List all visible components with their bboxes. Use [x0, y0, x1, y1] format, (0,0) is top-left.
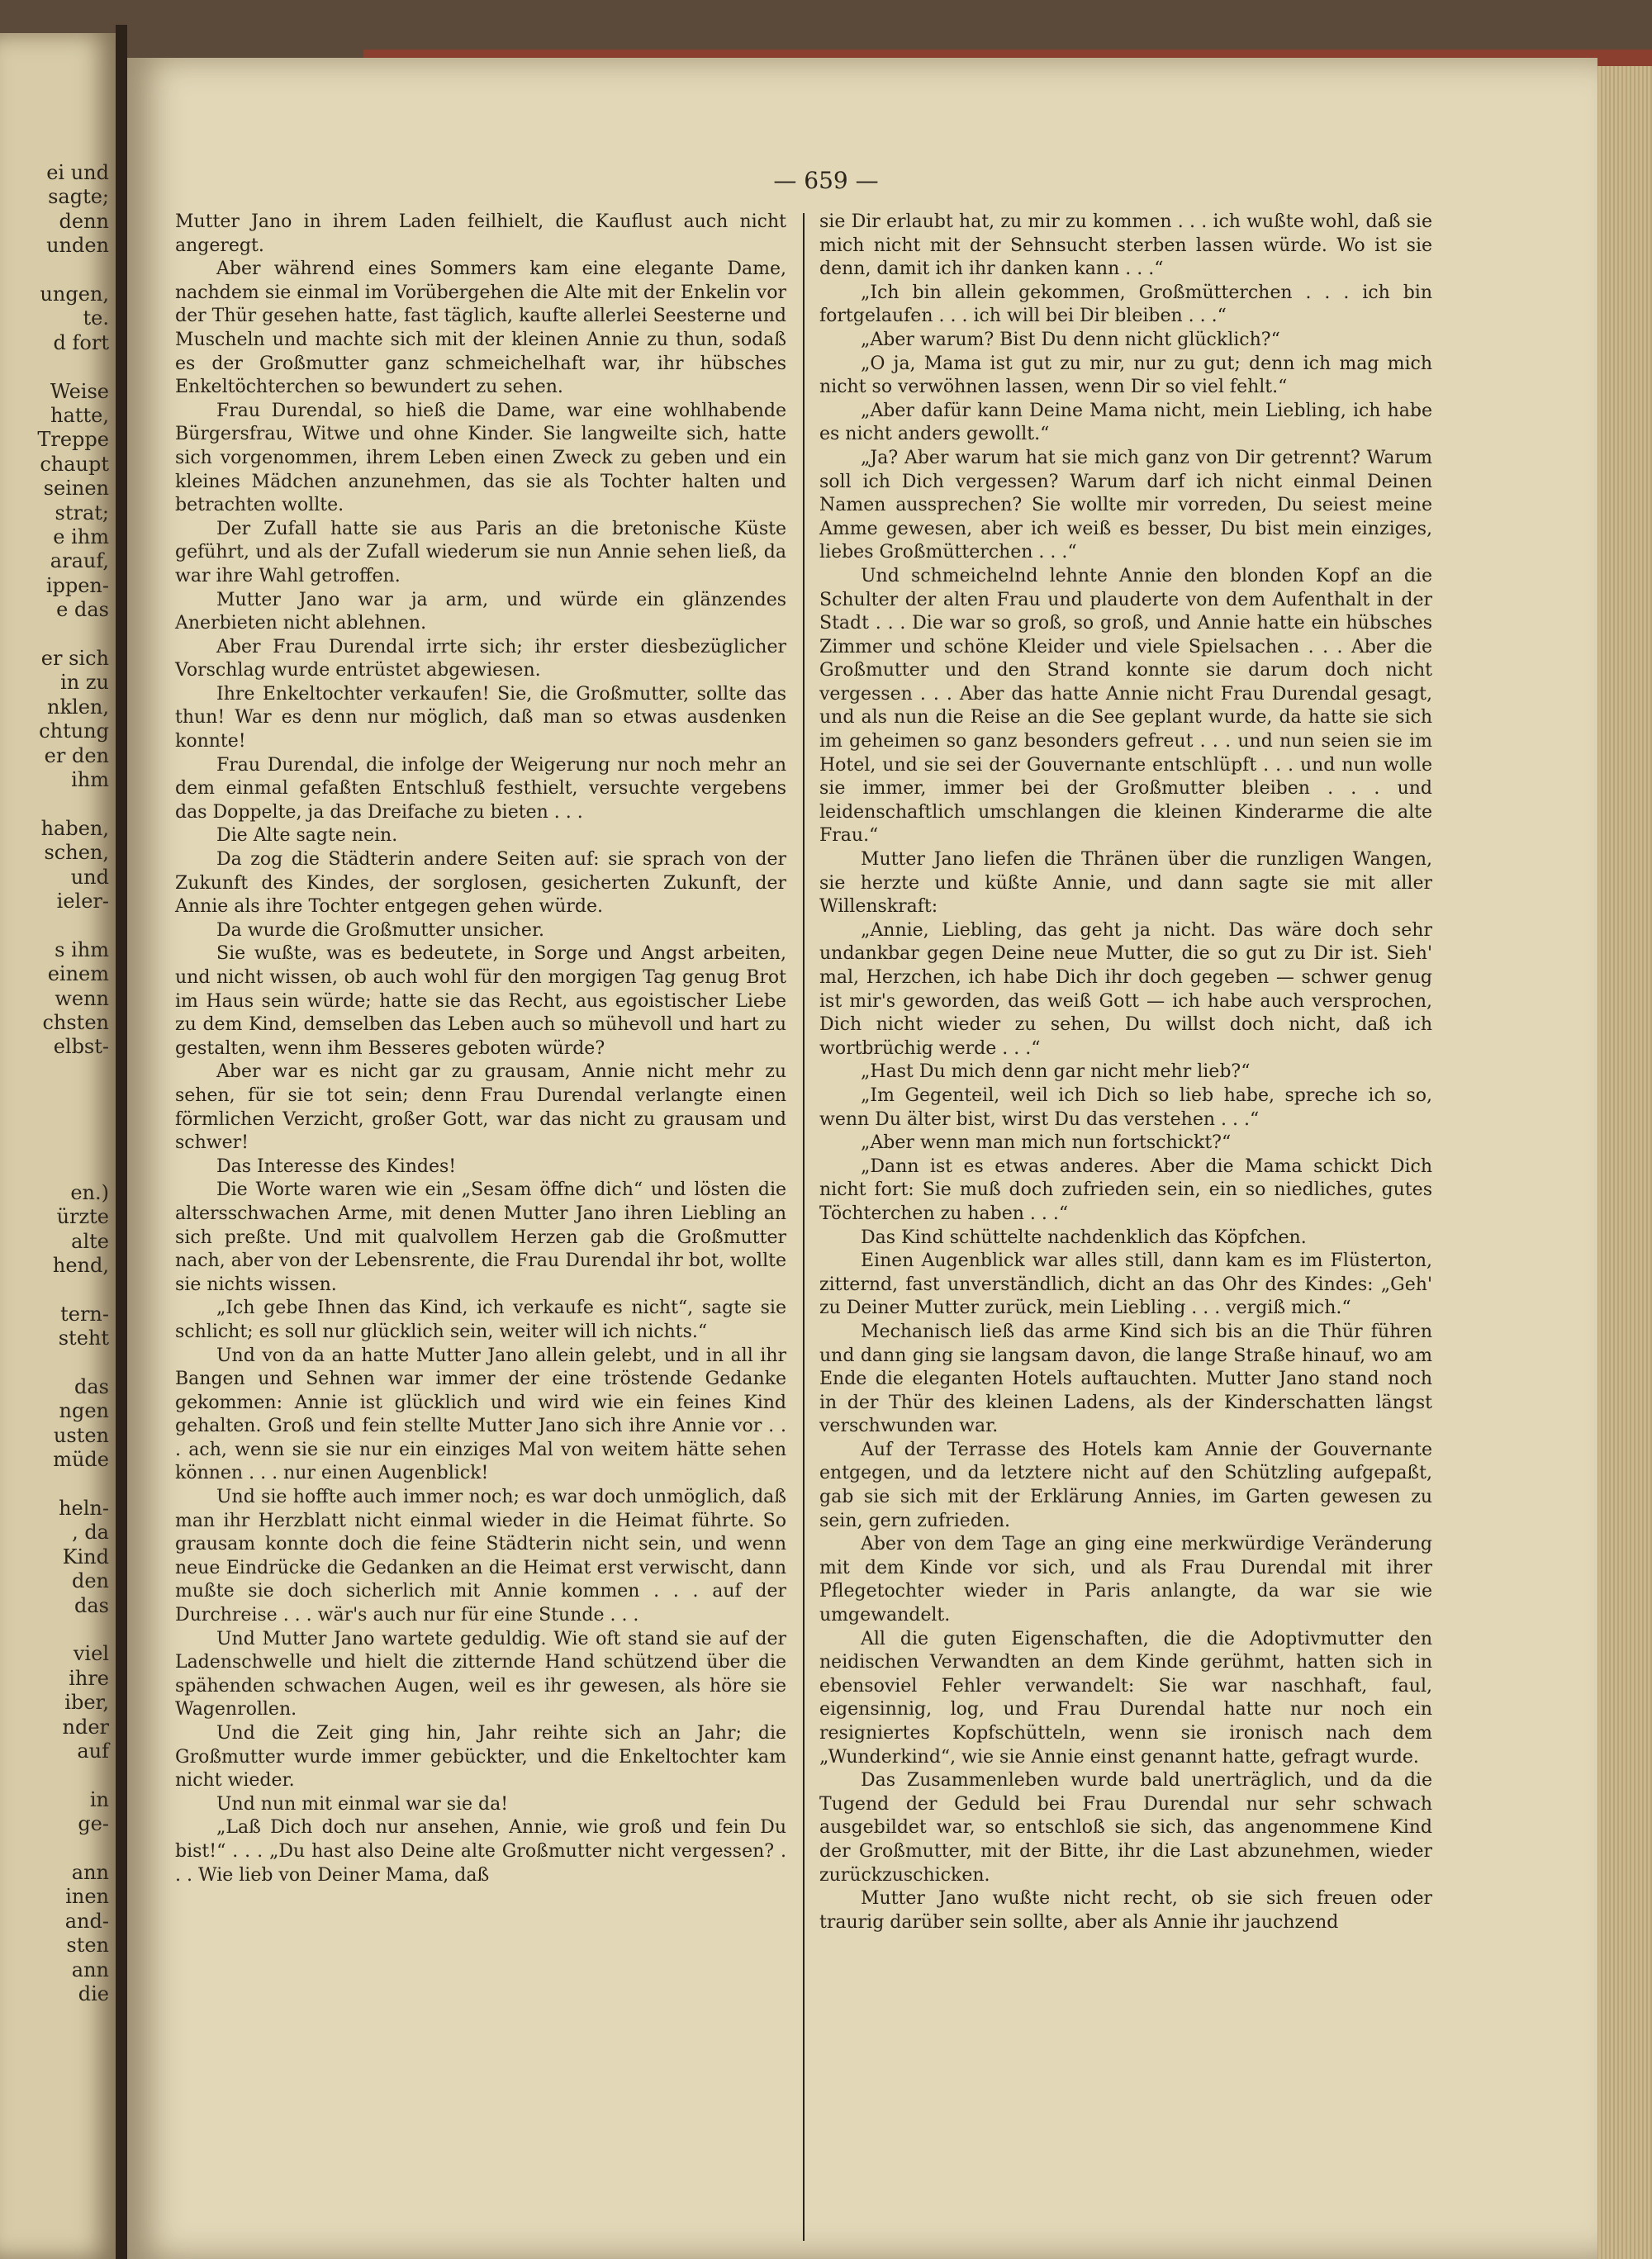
paragraph: „O ja, Mama ist gut zu mir, nur zu gut; denn ich mag mich nicht so verwöhnen lassen, wenn Dir so viel fehlt.“ — [819, 353, 1432, 398]
paragraph: Einen Augenblick war alles still, dann kam es im Flüsterton, zitternd, fast unverständlich, dicht an das Ohr des Kindes: „Geh' zu Deiner Mutter zurück, mein Liebling . . . vergiß mich.“ — [819, 1251, 1432, 1319]
left-page-fragment: seinen — [43, 477, 109, 501]
paragraph: „Annie, Liebling, das geht ja nicht. Das wäre doch sehr undankbar gegen Deine neue Mutter, die so gut zu Dir ist. Sieh' mal, Herzchen, ich habe Dich ihr doch gegeben — schwer genug ist mir's geworden, das weiß Gott — ich habe auch versprochen, Dich nicht wieder zu sehen, Du willst doch nicht, daß ich wortbrüchig werde . . .“ — [819, 919, 1432, 1059]
paragraph: Aber während eines Sommers kam eine elegante Dame, nachdem sie einmal im Vorübergehen die Alte mit der Enkelin vor der Thür gesehen hatte, fast täglich, kaufte allerlei Seesterne und Muscheln und machte sich mit der kleinen Annie zu thun, sodaß es der Großmutter ganz schmeichelhaft war, ihr hübsches Enkeltöchterchen so bewundert zu sehen. — [175, 259, 786, 398]
left-page-fragment: and- — [64, 1909, 109, 1933]
left-page-fragment: chsten — [42, 1011, 109, 1034]
left-page-fragment: ippen- — [45, 573, 109, 597]
left-page-fragment: ungen, — [40, 282, 109, 306]
paragraph: „Aber dafür kann Deine Mama nicht, mein Liebling, ich habe es nicht anders gewollt.“ — [819, 400, 1432, 445]
paragraph: Aber war es nicht gar zu grausam, Annie nicht mehr zu sehen, für sie tot sein; denn Frau Durendal verlangte einen förmlichen Verzicht, großer Gott, war das nicht zu grausam und schwer! — [175, 1061, 786, 1154]
left-page-fragment: ngen — [59, 1399, 109, 1423]
paragraph: „Ja? Aber warum hat sie mich ganz von Dir getrennt? Warum soll ich Dich vergessen? Warum darf ich nicht einmal Deinen Namen aussprechen? Sie wollte mir vorreden, Du seiest meine Amme gewesen, aber ich weiß es besser, Du bist mein einziges, liebes Großmütterchen . . .“ — [819, 447, 1432, 563]
paragraph: „Laß Dich doch nur ansehen, Annie, wie groß und fein Du bist!“ . . . „Du hast also Deine alte Großmutter nicht vergessen? . . . Wie lieb von Deiner Mama, daß — [175, 1817, 786, 1886]
paragraph: Frau Durendal, die infolge der Weigerung nur noch mehr an dem einmal gefaßten Entschluß festhielt, versuchte vergebens das Doppelte, ja das Dreifache zu bieten . . . — [175, 754, 786, 823]
paragraph: Die Worte waren wie ein „Sesam öffne dich“ und lösten die altersschwachen Arme, mit denen Mutter Jano ihren Liebling an sich preßte. Und mit qualvollem Herzen gab die Großmutter nach, aber von der Lebensrente, die Frau Durendal ihr bot, wollte sie nichts wissen. — [175, 1179, 786, 1295]
paragraph: Aber Frau Durendal irrte sich; ihr erster diesbezüglicher Vorschlag wurde entrüstet abgewiesen. — [175, 636, 786, 681]
left-page-fragment: usten — [53, 1423, 109, 1447]
left-page-fragment: tern- — [60, 1302, 109, 1326]
page-number: — 659 — — [773, 167, 879, 194]
left-page-edge — [0, 33, 116, 2259]
left-page-fragment: heln- — [59, 1497, 109, 1520]
paragraph: Frau Durendal, so hieß die Dame, war eine wohlhabende Bürgersfrau, Witwe und ohne Kinder. Sie langweilte sich, hatte sich vorgenommen, ihrem Leben einen Zweck zu geben und ein kleines Mädchen anzunehmen, das sie als Tochter halten und betrachten wollte. — [175, 400, 786, 516]
left-page-fragment: sten — [66, 1934, 109, 1958]
text-column-left — [175, 211, 786, 1887]
left-page-fragment: unden — [46, 234, 109, 258]
left-page-fragment: die — [78, 1982, 109, 2005]
paragraph: Das Interesse des Kindes! — [216, 1156, 457, 1177]
paragraph: Das Zusammenleben wurde bald unerträglich, und da die Tugend der Geduld bei Frau Durendal nur sehr schwach ausgebildet war, so entschloß sie sich, das angenommene Kind der Großmutter, mit der Bitte, ihr die Last abzunehmen, wieder zurückzuschicken. — [819, 1770, 1432, 1886]
paragraph: Und schmeichelnd lehnte Annie den blonden Kopf an die Schulter der alten Frau und plauderte von dem Aufenthalt in der Stadt . . . Die war so groß, so groß, und Annie hatte ein hübsches Zimmer und schöne Kleider und viele Spielsachen . . . Aber die Großmutter und den Strand konnte sie darum doch nicht vergessen . . . Aber das hatte Annie nicht Frau Durendal gesagt, und als nun die Reise an die See geplant wurde, da hatte sie sich im geheimen so ganz besonders gefreut . . . und nun seien sie im Hotel, und sie sei der Gouvernante entschlüpft . . . und nun wolle sie immer, immer bei der Großmutter bleiben . . . und leidenschaftlich umschlangen die kleinen Kinderarme die alte Frau.“ — [819, 565, 1432, 847]
page-fore-edge — [1594, 66, 1652, 2259]
left-page-fragment: das — [74, 1593, 109, 1617]
left-page-fragment: ei und — [46, 161, 109, 184]
left-page-fragment: auf — [77, 1739, 109, 1763]
paragraph: „Dann ist es etwas anderes. Aber die Mama schickt Dich nicht fort: Sie muß doch zufrieden sein, ein so niedliches, gutes Töchterchen zu haben . . .“ — [819, 1156, 1432, 1224]
paragraph: Die Alte sagte nein. — [216, 825, 398, 847]
paragraph: Da wurde die Großmutter unsicher. — [216, 919, 545, 941]
left-page-fragment: Kind — [62, 1545, 109, 1568]
text-column-right — [819, 211, 1432, 1934]
paragraph: Auf der Terrasse des Hotels kam Annie der Gouvernante entgegen, und da letztere nicht auf den Schützling aufgepaßt, gab sie sich mit der Erklärung Annies, im Garten gewesen zu sein, gern zufrieden. — [819, 1439, 1432, 1531]
paragraph: Ihre Enkeltochter verkaufen! Sie, die Großmutter, sollte das thun! War es denn nur möglich, daß man so etwas ausdenken konnte! — [175, 683, 786, 752]
paragraph: Und Mutter Jano wartete geduldig. Wie oft stand sie auf der Ladenschwelle und hielt die zitternde Hand schützend über die spähenden schwachen Augen, weil es ihr gewesen, als höre sie Wagenrollen. — [175, 1628, 786, 1720]
left-page-fragment: iber, — [64, 1691, 109, 1715]
left-page-fragment: , da — [72, 1521, 109, 1545]
paragraph: Aber von dem Tage an ging eine merkwürdige Veränderung mit dem Kinde vor sich, und als Frau Durendal mit ihrer Pflegetochter wieder in Paris anlangte, da war sie wie umgewandelt. — [819, 1534, 1432, 1626]
left-page-fragment: nder — [62, 1715, 109, 1739]
left-page-fragment: denn — [59, 209, 109, 233]
left-page-fragment: arauf, — [50, 549, 109, 573]
left-page-fragment: in zu — [60, 671, 109, 695]
paragraph: Mutter Jano wußte nicht recht, ob sie sich freuen oder traurig darüber sein sollte, aber als Annie ihr jauchzend — [819, 1888, 1432, 1933]
paragraph: sie Dir erlaubt hat, zu mir zu kommen . . . ich wußte wohl, daß sie mich nicht mit der Sehnsucht sterben lassen würde. Wo ist sie denn, damit ich ihr danken kann . . .“ — [819, 211, 1432, 280]
left-page-fragment: nklen, — [47, 695, 109, 719]
paragraph: Da zog die Städterin andere Seiten auf: sie sprach von der Zukunft des Kindes, der sorglosen, gesicherten Zukunft, der Annie als ihre Tochter entgegen gehen würde. — [175, 849, 786, 918]
left-page-fragment: in — [89, 1787, 109, 1811]
left-page-fragment: Treppe — [37, 428, 109, 452]
left-page-fragment: elbst- — [53, 1035, 109, 1059]
left-page-fragment: ieler- — [56, 890, 109, 913]
left-page-fragment: ihm — [71, 768, 109, 791]
left-page-fragment: ihre — [69, 1666, 109, 1690]
book-gutter — [116, 25, 127, 2259]
left-page-fragment: chtung — [39, 719, 109, 743]
left-page-fragment: inen — [65, 1885, 109, 1909]
paragraph: Mutter Jano in ihrem Laden feilhielt, die Kauflust auch nicht angeregt. — [175, 211, 786, 256]
paragraph: „Aber warum? Bist Du denn nicht glücklich?“ — [861, 329, 1280, 350]
left-page-fragment: chaupt — [40, 452, 109, 476]
left-page-fragment: hend, — [52, 1254, 109, 1277]
column-divider — [803, 213, 805, 2241]
left-page-fragment: ge- — [78, 1812, 109, 1836]
paragraph: Sie wußte, was es bedeutete, in Sorge und Angst arbeiten, und nicht wissen, ob auch wohl für den morgigen Tag genug Brot im Haus sein würde; hatte sie das Recht, aus egoistischer Liebe zu dem Kind, demselben das Leben auch so mühevoll und hart zu gestalten, wenn ihm Besseres geboten würde? — [175, 943, 786, 1059]
paragraph: Und nun mit einmal war sie da! — [216, 1793, 509, 1815]
left-page-fragment: e das — [56, 598, 109, 622]
left-page-fragment: wenn — [55, 986, 109, 1010]
left-page-fragment: strat; — [55, 501, 109, 524]
paragraph: Und von da an hatte Mutter Jano allein gelebt, und in all ihr Bangen und Sehnen war immer der eine tröstende Gedanke gekommen: Annie ist glücklich und wird wie ein feines Kind gehalten. Groß und fein stellte Mutter Jano sich ihre Annie vor . . . ach, wenn sie sie nur ein einziges Mal von weitem hätte sehen können . . . nur einen Augenblick! — [175, 1345, 786, 1484]
left-page-fragment: Weise — [50, 379, 109, 403]
paragraph: Der Zufall hatte sie aus Paris an die bretonische Küste geführt, und als der Zufall wiederum sie nun Annie sehen ließ, da war ihre Wahl getroffen. — [175, 518, 786, 586]
left-page-fragment: er den — [44, 743, 109, 767]
left-page-fragment: haben, — [40, 816, 109, 840]
left-page-fragment: d fort — [53, 330, 109, 354]
left-page-fragment: e ihm — [53, 525, 109, 548]
left-page-fragment: das — [74, 1375, 109, 1398]
paragraph: Das Kind schüttelte nachdenklich das Köpfchen. — [861, 1227, 1307, 1248]
left-page-fragment: viel — [73, 1642, 109, 1666]
paragraph: „Hast Du mich denn gar nicht mehr lieb?“ — [861, 1061, 1251, 1083]
left-page-fragment: ürzte — [56, 1205, 109, 1229]
paragraph: „Ich bin allein gekommen, Großmütterchen . . . ich bin fortgelaufen . . . ich will bei Dir bleiben . . .“ — [819, 282, 1432, 327]
left-page-fragment: einem — [47, 962, 109, 986]
left-page-fragment: müde — [53, 1448, 109, 1472]
left-page-fragment: den — [71, 1569, 109, 1593]
left-page-fragment: hatte, — [50, 404, 109, 427]
left-page-fragment: steht — [58, 1326, 109, 1350]
paragraph: „Ich gebe Ihnen das Kind, ich verkaufe es nicht“, sagte sie schlicht; es soll nur glücklich sein, weiter will ich nichts.“ — [175, 1298, 786, 1342]
paragraph: Mutter Jano liefen die Thränen über die runzligen Wangen, sie herzte und küßte Annie, und dann sagte sie mit aller Willenskraft: — [819, 849, 1432, 918]
paragraph: „Im Gegenteil, weil ich Dich so lieb habe, spreche ich so, wenn Du älter bist, wirst Du das verstehen . . .“ — [819, 1084, 1432, 1130]
paragraph: Mutter Jano war ja arm, und würde ein glänzendes Anerbieten nicht ablehnen. — [175, 589, 786, 634]
left-page-fragment: alte — [71, 1229, 109, 1253]
left-page-fragment: sagte; — [48, 185, 109, 209]
left-page-fragment: ann — [71, 1958, 109, 1981]
left-page-fragment: und — [70, 865, 109, 889]
left-page-fragment: er sich — [40, 647, 109, 670]
paragraph: All die guten Eigenschaften, die die Adoptivmutter den neidischen Verwandten an dem Kinde gerühmt, hatten sich in ebensoviel Fehler verwandelt: Sie war naschhaft, faul, eigensinnig, log, und Frau Durendal hatte nur noch ein resigniertes Kopfschütteln, wenn sie ironisch nach dem „Wunderkind“, wie sie Annie einst genannt hatte, gefragt wurde. — [819, 1628, 1432, 1768]
paragraph: Und sie hoffte auch immer noch; es war doch unmöglich, daß man ihr Herzblatt nicht einmal wieder in die Heimat führte. So grausam konnte doch die feine Städterin nicht sein, und wenn neue Eindrücke die Gedanken an die Heimat erst verwischt, dann mußte sie doch sicherlich mit Annie kommen . . . auf der Durchreise . . . wär's auch nur für eine Stunde . . . — [175, 1487, 786, 1626]
left-page-fragment: te. — [83, 306, 109, 330]
paragraph: Und die Zeit ging hin, Jahr reihte sich an Jahr; die Großmutter wurde immer gebückter, und die Enkeltochter kam nicht wieder. — [175, 1723, 786, 1792]
left-page-fragment: en.) — [70, 1180, 109, 1204]
paragraph: Mechanisch ließ das arme Kind sich bis an die Thür führen und dann ging sie langsam davon, die lange Straße hinauf, wo am Ende die eleganten Hotels auftauchten. Mutter Jano stand noch in der Thür des kleinen Ladens, als der Kinderschatten längst verschwunden war. — [819, 1321, 1432, 1437]
left-page-fragment: schen, — [44, 841, 109, 865]
left-page-fragment: ann — [71, 1861, 109, 1884]
left-page-fragment: s ihm — [55, 937, 109, 961]
paragraph: „Aber wenn man mich nun fortschickt?“ — [861, 1132, 1232, 1154]
